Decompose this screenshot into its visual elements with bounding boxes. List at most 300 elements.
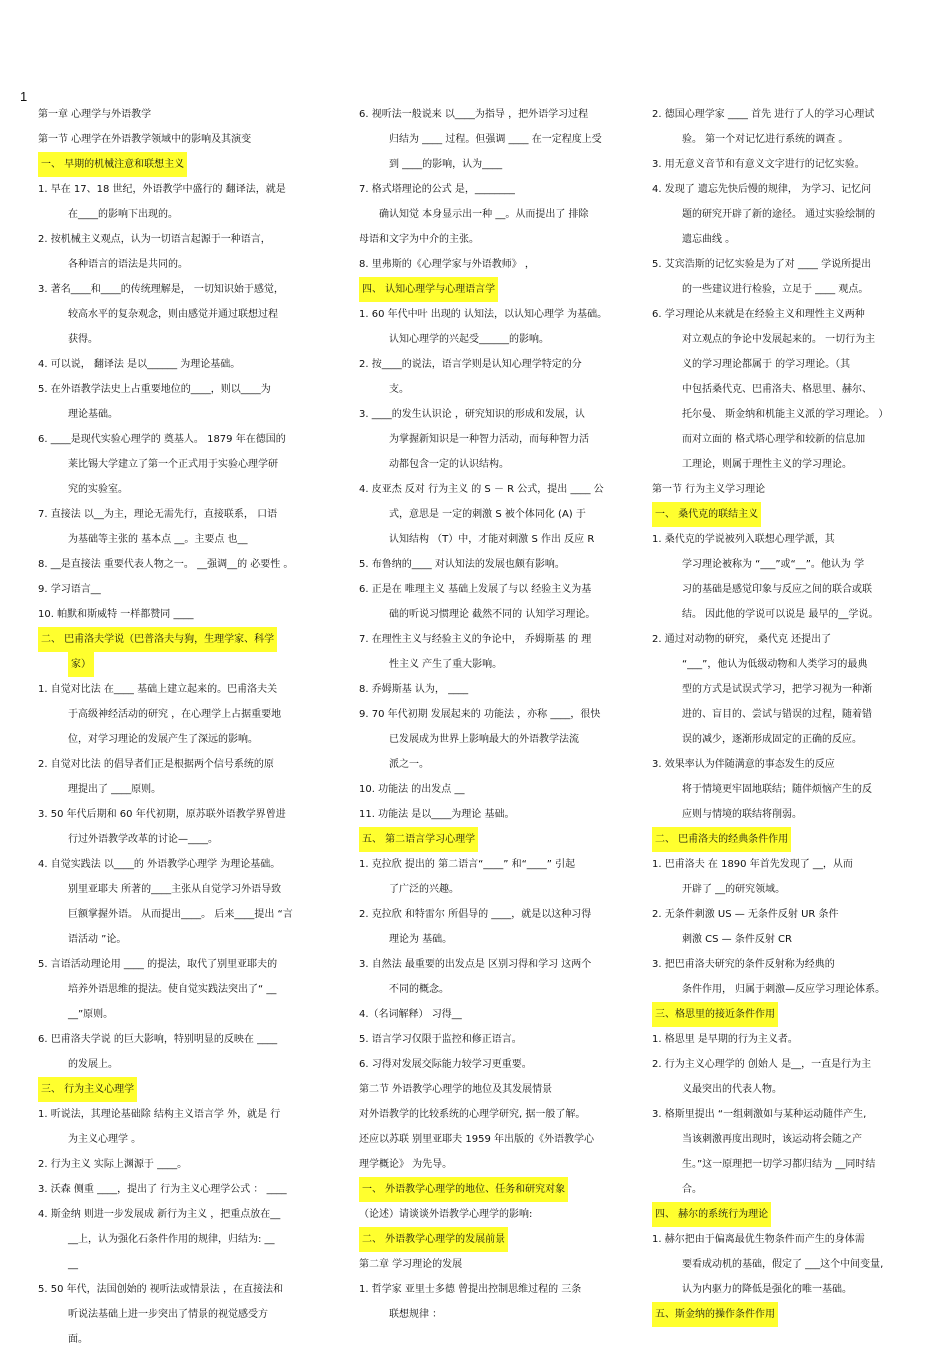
line-text: 合。 (682, 1184, 702, 1195)
line-text: 莱比锡大学建立了第一个正式用于实验心理学研 (68, 452, 278, 477)
text-line (38, 577, 328, 602)
text-line (652, 677, 927, 702)
text-line (652, 752, 927, 777)
line-text: 刺激 CS — 条件反射 CR (682, 934, 792, 945)
text-line (652, 1077, 927, 1102)
text-line (359, 177, 634, 202)
text-line (38, 552, 328, 577)
line-text: 结。 因此他的学说可以说是 最早的__学说。 (682, 609, 879, 620)
text-line (359, 1177, 634, 1202)
line-text: 语活动 ”论。 (68, 927, 126, 952)
text-line (359, 452, 634, 477)
text-line (359, 327, 634, 352)
text-line (38, 202, 328, 227)
line-text: 1. 格思里 是早期的行为主义者。 (652, 1034, 798, 1045)
line-text: 5. 布鲁纳的____ 对认知法的发展也颇有影响。 (359, 559, 565, 570)
section-heading: 五、 第二语言学习心理学 (359, 827, 478, 852)
line-text: 2. 德国心理学家 ____ 首先 进行了人的学习心理试 (652, 109, 875, 120)
line-text: 4.（名词解释） 习得__ (359, 1009, 462, 1020)
line-text: 第二节 外语教学心理学的地位及其发展情景 (359, 1077, 552, 1102)
line-text: 第一节 行为主义学习理论 (652, 477, 765, 502)
section-heading: 五、斯金纳的操作条件作用 (652, 1302, 778, 1327)
text-line (38, 1027, 328, 1052)
line-text: 4. 发现了 遗忘先快后慢的规律， 为学习、记忆问 (652, 177, 871, 202)
line-text: 8. 乔姆斯基 认为， ____ (359, 684, 469, 695)
text-line (38, 127, 328, 152)
text-line (652, 1277, 927, 1302)
text-line (652, 277, 927, 302)
line-text: 对立观点的争论中发展起来的。 一切行为主 (682, 334, 876, 345)
text-line (359, 652, 634, 677)
section-heading: 家） (68, 652, 94, 677)
text-line (38, 1102, 328, 1127)
line-text: 3. ____的发生认识论 ，研究知识的形成和发展，认 (359, 409, 585, 420)
text-line (359, 502, 634, 527)
line-text: 应则与情境的联结将削弱。 (682, 809, 802, 820)
text-line (38, 252, 328, 277)
line-text: 6. ____是现代实验心理学的 奠基人。 1879 年在德国的 (38, 434, 286, 445)
text-line (652, 202, 927, 227)
text-line (38, 852, 328, 877)
text-line (652, 1002, 927, 1027)
line-text: 获得。 (68, 334, 98, 345)
text-line (652, 102, 927, 127)
text-line (38, 427, 328, 452)
line-text: 对外语教学的比较系统的心理学研究, 据一般了解。 (359, 1109, 586, 1120)
text-line (38, 377, 328, 402)
line-text: 归结为 ____ 过程。但强调 ____ 在一定程度上受 (389, 134, 602, 145)
text-line (38, 1202, 328, 1227)
text-line (38, 277, 328, 302)
text-line (359, 202, 634, 227)
text-line (359, 377, 634, 402)
text-line (359, 752, 634, 777)
line-text: 性主义 产生了重大影响。 (389, 659, 503, 670)
text-line (38, 1327, 328, 1352)
text-line (38, 527, 328, 552)
line-text: 5. 50 年代，法国创始的 视听法或情景法 ，在直接法和 (38, 1284, 283, 1295)
text-line (652, 902, 927, 927)
text-line (652, 252, 927, 277)
text-line (359, 702, 634, 727)
line-text: 7. 直接法 以__为主，理论无需先行，直接联系， 口语 (38, 509, 278, 520)
text-line (38, 177, 328, 202)
text-line (359, 1152, 634, 1177)
text-line (652, 177, 927, 202)
text-line (359, 527, 634, 552)
text-line (359, 1077, 634, 1102)
text-line (38, 352, 328, 377)
line-text: 3. 格斯里提出 “一组刺激如与某种运动随伴产生, (652, 1102, 866, 1127)
line-text: 的一些建议进行检验，立足于 ____ 观点。 (682, 277, 868, 302)
line-text: 为掌握新知识是一种智力活动，而每种智力活 (389, 434, 589, 445)
line-text: 8. __是直接法 重要代表人物之一。 __强调__的 必要性 。 (38, 559, 294, 570)
line-text: 7. 格式塔理论的公式 是，________ (359, 184, 515, 195)
text-line (38, 602, 328, 627)
text-line (38, 802, 328, 827)
text-line (38, 927, 328, 952)
line-text: 11. 功能法 是以____为理论 基础。 (359, 809, 515, 820)
text-line (38, 452, 328, 477)
text-line (652, 777, 927, 802)
section-heading: 二、 巴甫洛夫学说（巴普洛夫与狗，生理学家、科学 (38, 627, 277, 652)
text-line (652, 927, 927, 952)
text-line (38, 1002, 328, 1027)
line-text: 认为内驱力的降低是强化的唯一基础。 (682, 1277, 852, 1302)
text-line (652, 977, 927, 1002)
line-text: 培养外语思维的提法。使自觉实践法突出了“ __ (68, 977, 276, 1002)
text-line (38, 827, 328, 852)
line-text: 10. 功能法 的出发点 __ (359, 784, 465, 795)
text-line (652, 602, 927, 627)
column-middle (359, 102, 634, 1327)
text-line (359, 1052, 634, 1077)
text-line (359, 777, 634, 802)
line-text: 式，意思是 一定的刺激 S 被个体同化 (A) 于 (389, 509, 586, 520)
line-text: 1. 哲学家 亚里士多德 曾提出控制思维过程的 三条 (359, 1284, 582, 1295)
text-line (359, 952, 634, 977)
line-text: 为基础等主张的 基本点 __。主要点 也__ (68, 534, 248, 545)
line-text: 确认知觉 本身显示出一种 __。从而提出了 排除 (379, 202, 589, 227)
line-text: 5. 言语活动理论用 ____ 的提法，取代了别里亚耶夫的 (38, 952, 277, 977)
line-text: 义的学习理论都属于 的学习理论。（其 (682, 359, 851, 370)
line-text: 1. 赫尔把由于偏离最优生物条件而产生的身体需 (652, 1227, 865, 1252)
line-text: 托尔曼、 斯金纳和机能主义派的学习理论。 ） (682, 409, 889, 420)
line-text: 误的减少，逐渐形成固定的正确的反应。 (682, 734, 862, 745)
line-text: 4. 皮亚杰 反对 行为主义 的 S － R 公式，提出 ____ 公 (359, 484, 604, 495)
text-line (652, 1027, 927, 1052)
line-text: 1. 60 年代中叶 出现的 认知法，以认知心理学 为基础。 (359, 309, 608, 320)
text-line (359, 577, 634, 602)
line-text: 6. 习得对发展交际能力较学习更重要。 (359, 1052, 532, 1077)
page-number: 1 (20, 89, 28, 104)
line-text: 还应以苏联 别里亚耶夫 1959 年出版的《外语教学心 (359, 1134, 594, 1145)
text-line (38, 1127, 328, 1152)
text-line (38, 152, 328, 177)
text-line (38, 1227, 328, 1252)
text-line (359, 127, 634, 152)
line-text: 6. 巴甫洛夫学说 的巨大影响，特别明显的反映在 ____ (38, 1034, 278, 1045)
line-text: 中包括桑代克、巴甫洛夫、格思里、赫尔、 (682, 384, 872, 395)
text-line (359, 827, 634, 852)
line-text: 1. 克拉欣 提出的 第二语言“____” 和“____” 引起 (359, 859, 576, 870)
line-text: 工理论，则属于理性主义的学习理论。 (682, 452, 852, 477)
line-text: 2. 按____的说法，语言学则是认知心理学特定的分 (359, 359, 582, 370)
line-text: __ (68, 1259, 78, 1270)
section-heading: 四、 赫尔的系统行为理论 (652, 1202, 771, 1227)
line-text: 2. 自觉对比法 的倡导者们正是根据两个信号系统的原 (38, 752, 274, 777)
line-text: 型的方式是试误式学习，把学习视为一种渐 (682, 684, 872, 695)
line-text: 动都包含一定的认识结构。 (389, 459, 509, 470)
section-heading: 一、 早期的机械注意和联想主义 (38, 152, 187, 177)
line-text: 第一章 心理学与外语教学 (38, 109, 152, 120)
line-text: 理论基础。 (68, 409, 118, 420)
line-text: 2. 无条件刺激 US — 无条件反射 UR 条件 (652, 909, 839, 920)
text-line (359, 877, 634, 902)
line-text: 2. 按机械主义观点，认为一切语言起源于一种语言， (38, 227, 271, 252)
line-text: 7. 在理性主义与经验主义的争论中， 乔姆斯基 的 理 (359, 634, 592, 645)
text-line (652, 327, 927, 352)
line-text: 1. 早在 17、18 世纪，外语教学中盛行的 翻译法，就是 (38, 184, 286, 195)
line-text: 而对立面的 格式塔心理学和较新的信息加 (682, 427, 865, 452)
line-text: 巨额掌握外语。 从而提出____。 后来____提出 “言 (68, 902, 293, 927)
line-text: 3. 用无意义音节和有意义文字进行的记忆实验。 (652, 152, 865, 177)
text-line (652, 427, 927, 452)
text-line (359, 227, 634, 252)
text-line (652, 877, 927, 902)
line-text: 4. 自觉实践法 以____的 外语教学心理学 为理论基础。 (38, 859, 281, 870)
text-line (652, 652, 927, 677)
line-text: 派之一。 (389, 759, 429, 770)
text-line (652, 402, 927, 427)
text-line (652, 1202, 927, 1227)
line-text: 在____的影响下出现的。 (68, 209, 178, 220)
text-line (652, 1102, 927, 1127)
text-line (652, 627, 927, 652)
text-line (652, 827, 927, 852)
line-text: 2. 通过对动物的研究， 桑代克 还提出了 (652, 634, 832, 645)
line-text: 题的研究开辟了新的途径。 通过实验绘制的 (682, 202, 875, 227)
text-line (359, 302, 634, 327)
line-text: 2. 克拉欣 和特雷尔 所倡导的 ____，就是以这种习得 (359, 909, 592, 920)
line-text: 第二章 学习理论的发展 (359, 1259, 463, 1270)
text-line (359, 102, 634, 127)
text-line (38, 302, 328, 327)
text-line (359, 1127, 634, 1152)
line-text: 理提出了 ____原则。 (68, 784, 162, 795)
line-text: “___”，他认为低级动物和人类学习的最典 (682, 659, 868, 670)
line-text: 为主义心理学 。 (68, 1134, 142, 1145)
text-line (359, 402, 634, 427)
line-text: 联想规律 ： (389, 1309, 443, 1320)
line-text: 1. 桑代克的学说被列入联想心理学派，其 (652, 534, 835, 545)
text-line (652, 1127, 927, 1152)
line-text: __上，认为强化石条件作用的规律，归结为: __ (68, 1234, 275, 1245)
line-text: 认知结构 （T）中，才能对刺激 S 作出 反应 R (389, 534, 595, 545)
text-line (652, 477, 927, 502)
line-text: 位，对学习理论的发展产生了深远的影响。 (68, 734, 258, 745)
line-text: 究的实验室。 (68, 477, 128, 502)
text-line (652, 1227, 927, 1252)
line-text: 认知心理学的兴起受______的影响。 (389, 334, 549, 345)
line-text: 将于情境更牢固地联结；随伴烦恼产生的反 (682, 784, 872, 795)
text-line (38, 677, 328, 702)
section-heading: 一、 桑代克的联结主义 (652, 502, 761, 527)
text-line (38, 777, 328, 802)
text-line (652, 852, 927, 877)
text-line (38, 652, 328, 677)
text-line (38, 327, 328, 352)
section-heading: 三、格思里的接近条件作用 (652, 1002, 778, 1027)
line-text: 8. 里弗斯的《心理学家与外语教师》 ， (359, 259, 535, 270)
text-line (38, 1177, 328, 1202)
section-heading: 四、 认知心理学与心理语言学 (359, 277, 498, 302)
text-line (652, 727, 927, 752)
text-line (359, 727, 634, 752)
line-text: 于高级神经活动的研究 ，在心理学上占据重要地 (68, 709, 282, 720)
text-line (359, 252, 634, 277)
line-text: 5. 在外语教学法史上占重要地位的____，则以____为 (38, 384, 271, 395)
text-line (359, 927, 634, 952)
line-text: 开辟了 __的研究领域。 (682, 884, 786, 895)
line-text: 义最突出的代表人物。 (682, 1084, 782, 1095)
line-text: 9. 学习语言__ (38, 584, 101, 595)
text-line (359, 1302, 634, 1327)
text-line (652, 1052, 927, 1077)
text-line (359, 602, 634, 627)
line-text: 母语和文字为中介的主张。 (359, 227, 479, 252)
text-line (38, 977, 328, 1002)
text-line (359, 1227, 634, 1252)
line-text: 了广泛的兴趣。 (389, 884, 459, 895)
text-line (359, 1202, 634, 1227)
text-line (359, 1002, 634, 1027)
line-text: 1. 自觉对比法 在____ 基础上建立起来的。巴甫洛夫关 (38, 684, 278, 695)
text-line (359, 802, 634, 827)
text-line (38, 502, 328, 527)
text-line (38, 902, 328, 927)
text-line (652, 227, 927, 252)
text-line (359, 477, 634, 502)
text-line (652, 1177, 927, 1202)
text-line (359, 552, 634, 577)
line-text: 3. 效果率认为伴随满意的事态发生的反应 (652, 759, 835, 770)
line-text: 生。”这一原理把一切学习都归结为 __同时结 (682, 1152, 875, 1177)
line-text: 行过外语教学改革的讨论—____。 (68, 834, 218, 845)
line-text: 学习理论被称为 “___”或“__”。他认为 学 (682, 559, 865, 570)
line-text: 验。 第一个对记忆进行系统的调查 。 (682, 134, 849, 145)
line-text: 2. 行为主义 实际上渊源于 ____。 (38, 1159, 188, 1170)
text-line (652, 702, 927, 727)
text-line (652, 377, 927, 402)
text-line (38, 1302, 328, 1327)
line-text: 1. 听说法，其理论基础除 结构主义语言学 外，就是 行 (38, 1109, 281, 1120)
column-left (38, 102, 328, 1352)
line-text: 进的、盲目的、尝试与错误的过程，随着错 (682, 709, 872, 720)
section-heading: 三、 行为主义心理学 (38, 1077, 137, 1102)
text-line (359, 677, 634, 702)
text-line (652, 1252, 927, 1277)
text-line (359, 902, 634, 927)
line-text: 听说法基础上进一步突出了情景的视觉感受方 (68, 1309, 268, 1320)
text-line (359, 277, 634, 302)
line-text: 理学概论》 为先导。 (359, 1159, 453, 1170)
text-line (38, 702, 328, 727)
text-line (38, 952, 328, 977)
line-text: 条件作用， 归属于刺激—反应学习理论体系。 (682, 984, 886, 995)
line-text: 6. 正是在 唯理主义 基础上发展了与以 经验主义为基 (359, 584, 592, 595)
line-text: 到 ____的影响，认为____ (389, 159, 503, 170)
text-line (359, 1277, 634, 1302)
line-text: 3. 50 年代后期和 60 年代初期，原苏联外语教学界曾进 (38, 809, 286, 820)
line-text: 别里亚耶夫 所著的____主张从自觉学习外语导致 (68, 884, 282, 895)
text-line (38, 752, 328, 777)
text-line (38, 1077, 328, 1102)
column-right (652, 102, 927, 1327)
text-line (652, 452, 927, 477)
text-line (38, 402, 328, 427)
text-line (652, 302, 927, 327)
line-text: 面。 (68, 1334, 88, 1345)
line-text: 不同的概念。 (389, 984, 449, 995)
line-text: 第一节 心理学在外语教学领域中的影响及其演变 (38, 127, 251, 152)
text-line (652, 952, 927, 977)
text-line (652, 527, 927, 552)
text-line (38, 102, 328, 127)
text-line (38, 477, 328, 502)
text-line (652, 127, 927, 152)
line-text: 5. 艾宾浩斯的记忆实验是为了对 ____ 学说所提出 (652, 252, 871, 277)
line-text: 2. 行为主义心理学的 创始人 是__，一直是行为主 (652, 1059, 872, 1070)
line-text: 4. 斯金纳 则进一步发展成 新行为主义 ，把重点放在__ (38, 1209, 281, 1220)
line-text: 4. 可以说， 翻译法 是以______ 为理论基础。 (38, 359, 241, 370)
line-text: 6. 学习理论从来就是在经验主义和理性主义两种 (652, 309, 865, 320)
section-heading: 二、 巴甫洛夫的经典条件作用 (652, 827, 791, 852)
text-line (359, 152, 634, 177)
line-text: 5. 语言学习仅限于监控和修正语言。 (359, 1027, 522, 1052)
line-text: 各种语言的语法是共同的。 (68, 252, 188, 277)
text-line (38, 877, 328, 902)
text-line (38, 1152, 328, 1177)
text-line (652, 352, 927, 377)
text-line (359, 627, 634, 652)
text-line (359, 1252, 634, 1277)
line-text: 遗忘曲线 。 (682, 227, 735, 252)
line-text: 6. 视听法一般说来 以____为指导 ，把外语学习过程 (359, 109, 589, 120)
line-text: 3. 沃森 侧重 ____，提出了 行为主义心理学公式 ： ____ (38, 1184, 287, 1195)
line-text: 习的基础是感觉印象与反应之间的联合或联 (682, 584, 872, 595)
text-line (652, 502, 927, 527)
text-line (652, 552, 927, 577)
line-text: 3. 把巴甫洛夫研究的条件反射称为经典的 (652, 959, 835, 970)
text-line (38, 1052, 328, 1077)
text-line (359, 977, 634, 1002)
line-text: 9. 70 年代初期 发展起来的 功能法 ，亦称 ____，很快 (359, 709, 601, 720)
text-line (652, 152, 927, 177)
line-text: __”原则。 (68, 1009, 114, 1020)
text-line (38, 627, 328, 652)
line-text: 3. 著名____和____的传统理解是， 一切知识始于感觉， (38, 277, 284, 302)
line-text: 已发展成为世界上影响最大的外语教学法流 (389, 734, 579, 745)
text-line (359, 1027, 634, 1052)
line-text: （论述）请谈谈外语教学心理学的影响: (359, 1209, 533, 1220)
text-line (652, 802, 927, 827)
text-line (652, 1152, 927, 1177)
text-line (359, 427, 634, 452)
line-text: 3. 自然法 最重要的出发点是 区别习得和学习 这两个 (359, 959, 592, 970)
section-heading: 一、 外语教学心理学的地位、任务和研究对象 (359, 1177, 568, 1202)
line-text: 当该刺激再度出现时，该运动将会随之产 (682, 1127, 862, 1152)
text-line (359, 852, 634, 877)
line-text: 10. 帕默和斯威特 一样都赞同 ____ (38, 609, 194, 620)
line-text: 要看成动机的基础，假定了 ___这个中间变量, (682, 1252, 883, 1277)
line-text: 支。 (389, 384, 409, 395)
text-line (38, 727, 328, 752)
line-text: 理论为 基础。 (389, 934, 453, 945)
text-line (359, 352, 634, 377)
line-text: 1. 巴甫洛夫 在 1890 年首先发现了 __，从而 (652, 859, 853, 870)
text-line (652, 1302, 927, 1327)
text-line (359, 1102, 634, 1127)
text-line (38, 1277, 328, 1302)
text-line (38, 227, 328, 252)
text-line (38, 1252, 328, 1277)
line-text: 较高水平的复杂观念，则由感觉并通过联想过程 (68, 302, 278, 327)
text-line (652, 577, 927, 602)
section-heading: 二、 外语教学心理学的发展前景 (359, 1227, 508, 1252)
line-text: 础的听说习惯理论 截然不同的 认知学习理论。 (389, 609, 596, 620)
line-text: 的发展上。 (68, 1059, 118, 1070)
